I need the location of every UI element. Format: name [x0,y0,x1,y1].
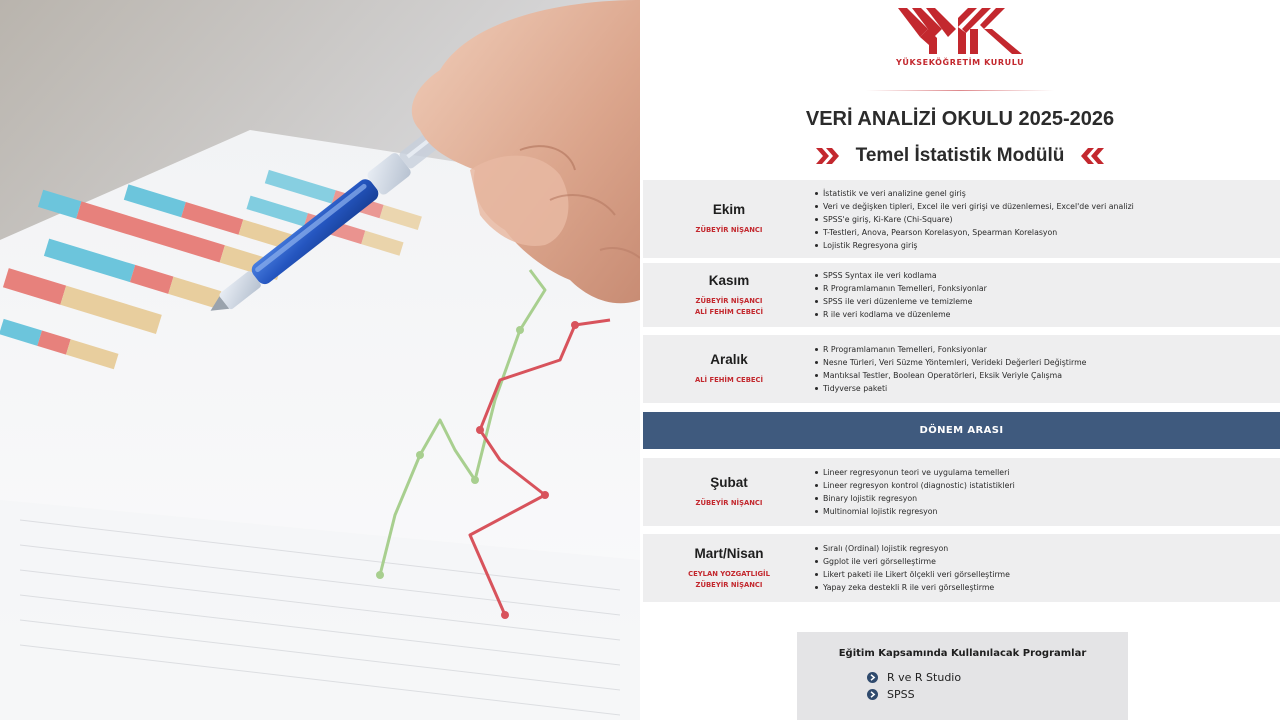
topic-item: R Programlamanın Temelleri, Fonksiyonlar [815,343,1086,356]
instructor-name: ZÜBEYİR NİŞANCI [695,226,763,234]
instructor-list [696,498,763,509]
topic-list [815,263,987,327]
month-header [643,534,815,602]
topic-item: Lojistik Regresyona giriş [815,239,1134,252]
instructor-list [695,375,763,386]
program-label: SPSS [887,688,915,701]
topic-list [815,458,1015,526]
topic-list [815,534,1010,602]
month-name: Aralık [710,352,748,367]
logo-text: YÜKSEKÖĞRETİM KURULU [896,58,1025,67]
page-title: VERİ ANALİZİ OKULU 2025-2026 [805,108,1115,130]
programs-box [797,632,1128,720]
month-header [643,335,815,403]
month-block-mart-nisan [643,534,1280,602]
program-label: R ve R Studio [887,671,962,684]
topic-item: Yapay zeka destekli R ile veri görselleştirme [815,581,1010,594]
topic-item: R ile veri kodlama ve düzenleme [815,308,987,321]
course-flyer [640,0,1280,720]
month-block-subat [643,458,1280,526]
chevrons-right-icon [816,148,842,164]
semester-break-label: DÖNEM ARASI [919,425,1004,436]
month-header [643,180,815,258]
topic-item: Ggplot ile veri görselleştirme [815,555,1010,568]
month-name: Ekim [712,202,746,217]
topic-list [815,180,1134,258]
topic-item: R Programlamanın Temelleri, Fonksiyonlar [815,282,987,295]
module-subtitle: Temel İstatistik Modülü [855,145,1065,166]
yok-logo-mark [898,8,1022,54]
topic-item: T-Testleri, Anova, Pearson Korelasyon, Spearman Korelasyon [815,226,1134,239]
instructor-name: CEYLAN YOZGATLIGİL [688,569,770,578]
month-header [643,263,815,327]
yok-logo [896,8,1024,67]
month-name: Mart/Nisan [694,545,764,561]
month-name: Kasım [708,272,750,288]
month-block-ekim [643,180,1280,258]
instructor-list [688,569,770,591]
topic-item: Veri ve değişken tipleri, Excel ile veri girişi ve düzenlemesi, Excel'de veri analizi [815,200,1134,213]
instructor-list [695,296,763,318]
instructor-name: ZÜBEYİR NİŞANCI [695,580,763,589]
subtitle-row [640,143,1280,169]
topic-item: Nesne Türleri, Veri Süzme Yöntemleri, Verideki Değerleri Değiştirme [815,356,1086,369]
month-header [643,458,815,526]
programs-title: Eğitim Kapsamında Kullanılacak Programlar [838,648,1087,659]
topic-item: Likert paketi ile Likert ölçekli veri görselleştirme [815,568,1010,581]
topic-list [815,335,1086,403]
logo-divider [866,90,1054,91]
semester-break-band [643,412,1280,449]
topic-item: SPSS'e giriş, Ki-Kare (Chi-Square) [815,213,1134,226]
topic-item: SPSS ile veri düzenleme ve temizleme [815,295,987,308]
topic-item: SPSS Syntax ile veri kodlama [815,269,987,282]
topic-item: Multinomial lojistik regresyon [815,505,1015,518]
topic-item: Lineer regresyon kontrol (diagnostic) istatistikleri [815,479,1015,492]
topic-item: Sıralı (Ordinal) lojistik regresyon [815,542,1010,555]
month-block-aralik [643,335,1280,403]
chevrons-left-icon [1078,148,1104,164]
instructor-list [696,225,763,236]
programs-list [867,669,961,703]
instructor-name: ZÜBEYİR NİŞANCI [695,296,763,305]
month-block-kasim [643,263,1280,327]
chevron-right-icon [867,672,878,683]
topic-item: Lineer regresyonun teori ve uygulama temelleri [815,466,1015,479]
program-item [867,686,961,703]
topic-item: Binary lojistik regresyon [815,492,1015,505]
instructor-name: ALİ FEHİM CEBECİ [694,307,764,316]
chevron-right-icon [867,689,878,700]
program-item [867,669,961,686]
month-name: Şubat [710,475,748,490]
topic-item: Tidyverse paketi [815,382,1086,395]
instructor-name: ZÜBEYİR NİŞANCI [695,499,763,507]
instructor-name: ALİ FEHİM CEBECİ [694,376,764,384]
topic-item: Mantıksal Testler, Boolean Operatörleri, Eksik Veriyle Çalışma [815,369,1086,382]
topic-item: İstatistik ve veri analizine genel giriş [815,187,1134,200]
